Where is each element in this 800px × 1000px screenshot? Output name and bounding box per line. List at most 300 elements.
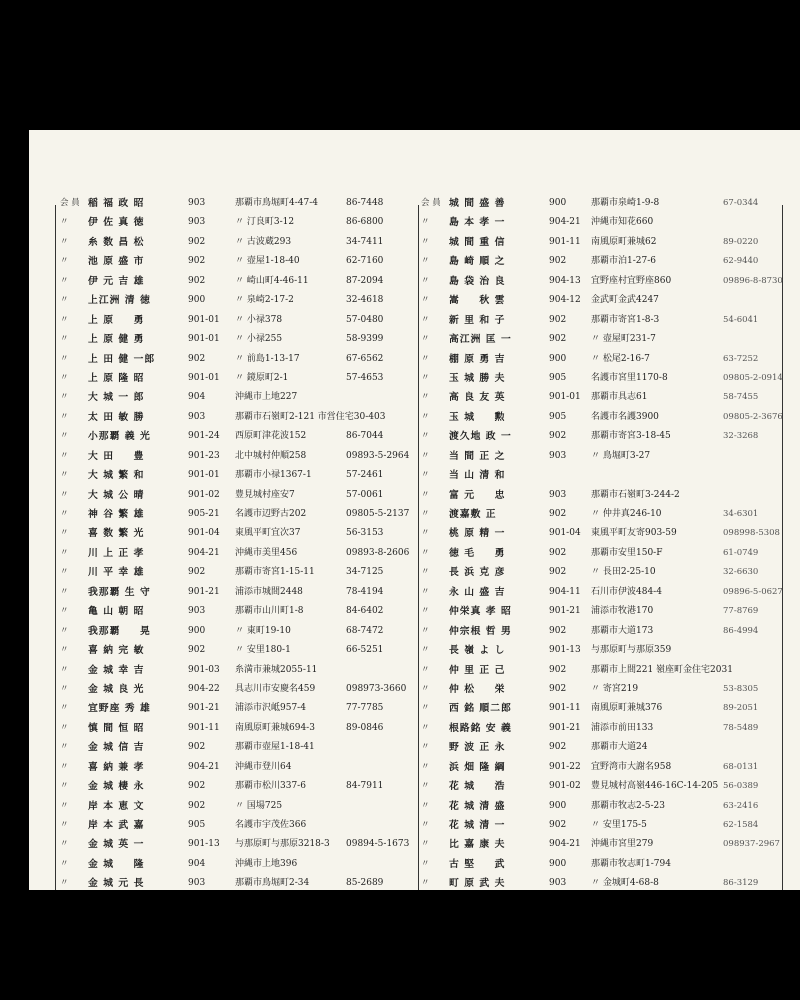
member-role-label: 〃 bbox=[421, 625, 430, 636]
member-postal-code: 901-11 bbox=[549, 236, 581, 247]
member-address: 〃 安里175-5 bbox=[591, 820, 647, 830]
member-name: 仲 里 正 己 bbox=[449, 664, 506, 676]
member-phone: 68-7472 bbox=[346, 625, 384, 636]
member-name: 大 田 豊 bbox=[88, 450, 145, 462]
member-role-label: 〃 bbox=[421, 489, 430, 500]
member-role-label: 〃 bbox=[60, 625, 69, 636]
member-name: 長 嶺 よ し bbox=[449, 645, 506, 657]
member-postal-code: 902 bbox=[549, 256, 567, 267]
member-name: 慎 間 恒 昭 bbox=[88, 722, 145, 734]
member-role-label: 〃 bbox=[421, 800, 430, 811]
member-postal-code: 901-01 bbox=[188, 372, 220, 383]
member-name: 稲 福 政 昭 bbox=[88, 198, 145, 209]
member-role-label: 〃 bbox=[60, 256, 69, 267]
member-phone: 86-3129 bbox=[723, 878, 759, 889]
member-name: 富 元 忠 bbox=[449, 489, 506, 501]
member-address: 東風平町宜次37 bbox=[235, 528, 301, 539]
member-name: 花 城 清 一 bbox=[449, 820, 506, 831]
member-postal-code: 901-21 bbox=[549, 722, 581, 733]
member-role-label: 〃 bbox=[421, 664, 430, 675]
member-name: 伊 元 吉 雄 bbox=[88, 275, 145, 287]
member-name: 棚 原 勇 吉 bbox=[449, 353, 506, 365]
member-postal-code: 901-24 bbox=[188, 431, 220, 442]
member-name: 玉 城 勝 夫 bbox=[449, 372, 506, 384]
member-role-label: 〃 bbox=[421, 450, 430, 461]
member-phone: 86-7448 bbox=[346, 198, 384, 208]
member-address: 〃 鳥堀町3-27 bbox=[591, 450, 651, 461]
member-address: 沖縄市上地396 bbox=[235, 858, 298, 869]
member-phone: 86-7044 bbox=[346, 431, 384, 442]
member-phone: 098937-2967 bbox=[723, 839, 780, 850]
member-phone: 62-7160 bbox=[346, 256, 384, 267]
member-phone: 32-6630 bbox=[723, 567, 759, 578]
member-role-label: 〃 bbox=[421, 275, 430, 286]
member-phone: 09805-2-0914 bbox=[723, 372, 783, 383]
member-role-label: 〃 bbox=[421, 742, 430, 753]
member-role-label: 〃 bbox=[421, 820, 430, 830]
member-name: 当 間 正 之 bbox=[449, 450, 506, 462]
member-role-label: 〃 bbox=[60, 586, 69, 597]
member-phone: 86-6800 bbox=[346, 217, 384, 228]
member-role-label: 〃 bbox=[60, 664, 69, 675]
member-address: 豊見城村座安7 bbox=[235, 489, 295, 500]
member-address: 名護市宇茂佐366 bbox=[235, 820, 307, 830]
member-name: 長 浜 克 彦 bbox=[449, 567, 506, 579]
member-name: 太 田 敏 勝 bbox=[88, 411, 145, 423]
member-role-label: 〃 bbox=[421, 567, 430, 578]
member-postal-code: 903 bbox=[549, 489, 567, 500]
member-name: 金 城 英 一 bbox=[88, 839, 145, 851]
member-name: 宜野座 秀 雄 bbox=[88, 703, 151, 715]
member-role-label: 〃 bbox=[421, 722, 430, 733]
member-postal-code: 902 bbox=[188, 742, 206, 753]
member-role-label: 〃 bbox=[60, 431, 69, 442]
member-name: 上 原 勇 bbox=[88, 314, 145, 326]
member-postal-code: 901-21 bbox=[188, 586, 220, 597]
member-name: 永 山 盛 吉 bbox=[449, 586, 506, 598]
member-name: 城 間 重 信 bbox=[449, 236, 506, 248]
member-address: 〃 小禄378 bbox=[235, 314, 283, 325]
member-address: 那覇市牧志町1-794 bbox=[591, 858, 671, 869]
member-address: 那覇市壺屋1-18-41 bbox=[235, 742, 315, 753]
member-role-label: 〃 bbox=[60, 567, 69, 578]
member-phone: 09896-5-0627 bbox=[723, 586, 783, 597]
member-role-label: 〃 bbox=[421, 314, 430, 325]
member-phone: 78-5489 bbox=[723, 722, 759, 733]
member-phone: 58-7455 bbox=[723, 392, 759, 403]
member-phone: 32-3268 bbox=[723, 431, 759, 442]
member-phone: 57-2461 bbox=[346, 470, 384, 481]
member-name: 渡嘉敷 正 bbox=[449, 509, 512, 520]
member-name: 大 城 一 郎 bbox=[88, 392, 145, 404]
member-address: 名護市宮里1170-8 bbox=[591, 372, 668, 383]
member-postal-code: 902 bbox=[549, 314, 567, 325]
member-postal-code: 900 bbox=[188, 625, 206, 636]
member-name: 仲栄真 孝 昭 bbox=[449, 606, 512, 618]
member-name: 上 原 健 勇 bbox=[88, 334, 145, 346]
member-postal-code: 901-13 bbox=[188, 839, 220, 850]
member-postal-code: 904-21 bbox=[549, 217, 581, 228]
member-postal-code: 902 bbox=[188, 800, 206, 811]
member-address: 〃 壺屋町231-7 bbox=[591, 334, 656, 345]
member-address: 名護市辺野古202 bbox=[235, 509, 307, 519]
member-name: 古 堅 武 bbox=[449, 858, 506, 870]
member-name: 喜 納 完 敏 bbox=[88, 645, 145, 657]
member-role-label: 〃 bbox=[60, 353, 69, 364]
member-name: 当 山 清 和 bbox=[449, 470, 506, 482]
member-role-label: 〃 bbox=[60, 703, 69, 714]
member-address: 〃 泉崎2-17-2 bbox=[235, 295, 294, 306]
member-postal-code: 901-01 bbox=[188, 314, 220, 325]
member-role-label: 〃 bbox=[60, 411, 69, 422]
member-postal-code: 902 bbox=[549, 625, 567, 636]
member-role-label: 〃 bbox=[60, 722, 69, 733]
member-address: 那覇市大道173 bbox=[591, 625, 654, 636]
member-address: 浦添市牧港170 bbox=[591, 606, 654, 617]
member-postal-code: 902 bbox=[549, 509, 567, 519]
member-postal-code: 902 bbox=[188, 645, 206, 656]
member-address: 与那原町与那原3218-3 bbox=[235, 839, 330, 850]
member-phone: 098998-5308 bbox=[723, 528, 780, 539]
member-role-label: 〃 bbox=[421, 217, 430, 228]
member-role-label: 〃 bbox=[60, 839, 69, 850]
member-phone: 57-0061 bbox=[346, 489, 384, 500]
member-postal-code: 900 bbox=[188, 295, 206, 306]
member-postal-code: 904-13 bbox=[549, 275, 581, 286]
member-role-label: 〃 bbox=[421, 509, 430, 519]
member-postal-code: 902 bbox=[549, 742, 567, 753]
member-role-label: 〃 bbox=[421, 547, 430, 558]
member-address: 北中城村仲順258 bbox=[235, 450, 307, 461]
member-postal-code: 901-01 bbox=[188, 470, 220, 481]
member-address: 那覇市上間221 嶺座町金住宅2031 bbox=[591, 664, 733, 675]
member-phone: 57-0480 bbox=[346, 314, 384, 325]
member-name: 上 原 隆 昭 bbox=[88, 372, 145, 384]
member-address: 那覇市寄宮3-18-45 bbox=[591, 431, 671, 442]
member-phone: 77-8769 bbox=[723, 606, 759, 617]
member-role-label: 〃 bbox=[421, 411, 430, 422]
member-postal-code: 903 bbox=[188, 217, 206, 228]
member-name: 上江洲 清 徳 bbox=[88, 295, 151, 307]
member-address: 東風平町友寄903-59 bbox=[591, 528, 677, 539]
member-name: 桃 原 精 一 bbox=[449, 528, 506, 540]
member-address: 那覇市寄宮1-8-3 bbox=[591, 314, 660, 325]
member-role-label: 〃 bbox=[421, 606, 430, 617]
member-address: 〃 国場725 bbox=[235, 800, 283, 811]
member-postal-code: 903 bbox=[549, 878, 567, 889]
member-address: 浦添市前田133 bbox=[591, 722, 654, 733]
member-postal-code: 901-22 bbox=[549, 761, 581, 772]
member-role-label: 〃 bbox=[60, 509, 69, 519]
member-name: 神 谷 繁 雄 bbox=[88, 509, 145, 520]
member-address: 与那原町与那原359 bbox=[591, 645, 672, 656]
right-margin-rule bbox=[782, 205, 783, 890]
member-role-label: 〃 bbox=[60, 742, 69, 753]
member-name: 仲宗根 哲 男 bbox=[449, 625, 512, 637]
member-name: 高江洲 匡 一 bbox=[449, 334, 512, 346]
member-address: 沖縄市登川64 bbox=[235, 761, 292, 772]
member-phone: 09896-8-8730 bbox=[723, 275, 783, 286]
left-margin-rule bbox=[55, 205, 56, 890]
member-address: 宜野座村宜野座860 bbox=[591, 275, 672, 286]
member-address: 具志川市安慶名459 bbox=[235, 683, 316, 694]
member-address: 名護市名護3900 bbox=[591, 411, 659, 422]
member-role-label: 〃 bbox=[421, 761, 430, 772]
member-postal-code: 902 bbox=[188, 567, 206, 578]
member-postal-code: 901-01 bbox=[188, 334, 220, 345]
member-role-label: 〃 bbox=[60, 858, 69, 869]
member-phone: 67-0344 bbox=[723, 198, 759, 208]
member-address: 那覇市大道24 bbox=[591, 742, 648, 753]
member-name: 上 田 健 一郎 bbox=[88, 353, 156, 365]
member-name: 川 平 幸 雄 bbox=[88, 567, 145, 579]
member-postal-code: 901-13 bbox=[549, 645, 581, 656]
member-phone: 87-2094 bbox=[346, 275, 384, 286]
member-name: 亀 山 朝 昭 bbox=[88, 606, 145, 618]
member-phone: 34-6301 bbox=[723, 509, 759, 519]
member-address: 沖縄市宮里279 bbox=[591, 839, 654, 850]
member-role-label: 〃 bbox=[421, 528, 430, 539]
member-phone: 86-4994 bbox=[723, 625, 759, 636]
member-name: 町 原 武 夫 bbox=[449, 878, 506, 890]
member-phone: 54-6041 bbox=[723, 314, 759, 325]
member-address: 〃 鏡原町2-1 bbox=[235, 372, 289, 383]
member-role-label: 〃 bbox=[60, 392, 69, 403]
member-phone: 68-0131 bbox=[723, 761, 759, 772]
member-name: 喜 納 兼 孝 bbox=[88, 761, 145, 773]
member-postal-code: 902 bbox=[188, 236, 206, 247]
member-role-label: 〃 bbox=[60, 236, 69, 247]
member-phone: 63-2416 bbox=[723, 800, 759, 811]
member-phone: 84-7911 bbox=[346, 781, 384, 792]
member-name: 岸 本 武 嘉 bbox=[88, 820, 145, 831]
member-name: 仲 松 栄 bbox=[449, 683, 506, 695]
member-role-label: 〃 bbox=[60, 334, 69, 345]
member-role-label: 〃 bbox=[421, 353, 430, 364]
member-name: 徳 毛 勇 bbox=[449, 547, 506, 559]
member-phone: 66-5251 bbox=[346, 645, 384, 656]
member-role-label: 〃 bbox=[421, 839, 430, 850]
member-role-label: 〃 bbox=[421, 372, 430, 383]
member-address: 南風原町兼城694-3 bbox=[235, 722, 315, 733]
member-role-label: 〃 bbox=[421, 645, 430, 656]
member-name: 玉 城 勲 bbox=[449, 411, 506, 423]
member-postal-code: 901-21 bbox=[188, 703, 220, 714]
member-role-label: 〃 bbox=[60, 820, 69, 830]
member-address: 石川市伊波484-4 bbox=[591, 586, 662, 597]
member-role-label: 〃 bbox=[421, 256, 430, 267]
member-postal-code: 901-23 bbox=[188, 450, 220, 461]
member-postal-code: 904-21 bbox=[549, 839, 581, 850]
member-name: 金 城 信 吉 bbox=[88, 742, 145, 754]
member-role-label: 〃 bbox=[421, 878, 430, 889]
member-postal-code: 902 bbox=[188, 256, 206, 267]
member-role-label: 〃 bbox=[60, 645, 69, 656]
member-postal-code: 902 bbox=[188, 781, 206, 792]
member-postal-code: 901-11 bbox=[188, 722, 220, 733]
member-phone: 63-7252 bbox=[723, 353, 759, 364]
member-name: 岸 本 恵 文 bbox=[88, 800, 145, 812]
member-postal-code: 901-11 bbox=[549, 703, 581, 714]
member-phone: 56-0389 bbox=[723, 781, 759, 792]
member-address: 那覇市安里150-F bbox=[591, 547, 663, 558]
member-address: 那覇市石嶺町2-121 市営住宅30-403 bbox=[235, 411, 386, 422]
member-address: 浦添市城間2448 bbox=[235, 586, 303, 597]
member-postal-code: 903 bbox=[188, 198, 206, 208]
member-role-label: 〃 bbox=[421, 470, 430, 481]
member-role-label: 〃 bbox=[421, 392, 430, 403]
member-address: 那覇市松川337-6 bbox=[235, 781, 306, 792]
member-name: 花 城 清 盛 bbox=[449, 800, 506, 812]
member-name: 根路銘 安 義 bbox=[449, 722, 512, 734]
member-address: 〃 古波蔵293 bbox=[235, 236, 292, 247]
member-role-label: 〃 bbox=[60, 547, 69, 558]
member-address: 豊見城村高嶺446-16C-14-205 bbox=[591, 781, 719, 792]
member-phone: 89-0220 bbox=[723, 236, 759, 247]
member-address: 〃 小禄255 bbox=[235, 334, 283, 345]
member-role-label: 〃 bbox=[60, 275, 69, 286]
member-name: 金 城 幸 吉 bbox=[88, 664, 145, 676]
member-postal-code: 904 bbox=[188, 392, 206, 403]
member-phone: 61-0749 bbox=[723, 547, 759, 558]
member-phone: 09894-5-1673 bbox=[346, 839, 410, 850]
member-postal-code: 901-04 bbox=[549, 528, 581, 539]
member-name: 島 本 孝 一 bbox=[449, 217, 506, 229]
member-role-label: 〃 bbox=[60, 217, 69, 228]
member-address: 沖縄市上地227 bbox=[235, 392, 298, 403]
member-address: 〃 仲井真246-10 bbox=[591, 509, 662, 519]
member-postal-code: 901-02 bbox=[188, 489, 220, 500]
member-postal-code: 903 bbox=[188, 878, 206, 889]
member-address: 那覇市泊1-27-6 bbox=[591, 256, 656, 267]
member-phone: 53-8305 bbox=[723, 683, 759, 694]
member-address: 〃 長田2-25-10 bbox=[591, 567, 656, 578]
member-address: 金武町金武4247 bbox=[591, 295, 659, 306]
member-role-label: 〃 bbox=[421, 858, 430, 869]
member-address: 那覇市鳥堀町2-34 bbox=[235, 878, 310, 889]
member-name: 野 波 正 永 bbox=[449, 742, 506, 754]
member-address: 〃 崎山町4-46-11 bbox=[235, 275, 309, 286]
member-phone: 32-4618 bbox=[346, 295, 384, 306]
member-role-label: 〃 bbox=[421, 703, 430, 714]
member-phone: 62-9440 bbox=[723, 256, 759, 267]
member-role-label: 〃 bbox=[60, 470, 69, 481]
member-phone: 78-4194 bbox=[346, 586, 384, 597]
member-name: 渡久地 政 一 bbox=[449, 431, 512, 443]
member-postal-code: 902 bbox=[549, 683, 567, 694]
member-postal-code: 901-02 bbox=[549, 781, 581, 792]
member-phone: 098973-3660 bbox=[346, 683, 407, 694]
member-role-label: 〃 bbox=[421, 683, 430, 694]
member-postal-code: 901-21 bbox=[549, 606, 581, 617]
member-role-label: 〃 bbox=[60, 606, 69, 617]
member-role-label: 〃 bbox=[60, 528, 69, 539]
member-role-label: 〃 bbox=[60, 683, 69, 694]
member-name: 糸 数 昌 松 bbox=[88, 236, 145, 248]
member-role-label: 〃 bbox=[60, 800, 69, 811]
member-address: 浦添市沢岻957-4 bbox=[235, 703, 306, 714]
member-postal-code: 904-22 bbox=[188, 683, 220, 694]
member-role-label: 〃 bbox=[60, 450, 69, 461]
member-name: 我那覇 晃 bbox=[88, 625, 151, 637]
member-address: 那覇市寄宮1-15-11 bbox=[235, 567, 315, 578]
member-postal-code: 905 bbox=[549, 372, 567, 383]
member-name: 西 銘 順二郎 bbox=[449, 703, 512, 715]
member-phone: 56-3153 bbox=[346, 528, 384, 539]
member-postal-code: 902 bbox=[549, 820, 567, 830]
member-postal-code: 900 bbox=[549, 198, 567, 208]
member-address: 沖縄市知花660 bbox=[591, 217, 654, 228]
member-postal-code: 904-21 bbox=[188, 761, 220, 772]
member-name: 比 嘉 康 夫 bbox=[449, 839, 506, 851]
member-postal-code: 903 bbox=[549, 450, 567, 461]
member-name: 嵩 秋 雲 bbox=[449, 295, 506, 307]
member-postal-code: 904-12 bbox=[549, 295, 581, 306]
member-postal-code: 905 bbox=[549, 411, 567, 422]
member-role-label: 〃 bbox=[60, 314, 69, 325]
member-address: 那覇市泉崎1-9-8 bbox=[591, 198, 660, 208]
member-postal-code: 904 bbox=[188, 858, 206, 869]
member-phone: 09893-8-2606 bbox=[346, 547, 410, 558]
directory-page bbox=[29, 130, 800, 890]
member-postal-code: 904-11 bbox=[549, 586, 581, 597]
member-postal-code: 903 bbox=[188, 606, 206, 617]
member-postal-code: 902 bbox=[549, 567, 567, 578]
member-postal-code: 902 bbox=[549, 334, 567, 345]
member-name: 城 間 盛 善 bbox=[449, 198, 506, 209]
member-role-label: 〃 bbox=[60, 295, 69, 306]
member-address: 〃 壺屋1-18-40 bbox=[235, 256, 300, 267]
member-address: 那覇市具志61 bbox=[591, 392, 648, 403]
member-name: 我那覇 生 守 bbox=[88, 586, 151, 598]
member-phone: 89-2051 bbox=[723, 703, 759, 714]
member-address: 沖縄市美里456 bbox=[235, 547, 298, 558]
member-name: 伊 佐 真 徳 bbox=[88, 217, 145, 229]
member-postal-code: 901-03 bbox=[188, 664, 220, 675]
member-name: 浜 畑 隆 綱 bbox=[449, 761, 506, 773]
member-name: 新 里 和 子 bbox=[449, 314, 506, 326]
member-name: 島 崎 順 之 bbox=[449, 256, 506, 268]
member-role-label: 会 員 bbox=[60, 198, 80, 208]
member-phone: 34-7125 bbox=[346, 567, 384, 578]
member-role-label: 〃 bbox=[60, 761, 69, 772]
member-name: 川 上 正 孝 bbox=[88, 547, 145, 559]
member-phone: 09805-2-3676 bbox=[723, 411, 783, 422]
member-postal-code: 901-04 bbox=[188, 528, 220, 539]
member-name: 池 原 盛 市 bbox=[88, 256, 145, 268]
member-address: 那覇市小禄1367-1 bbox=[235, 470, 312, 481]
member-phone: 84-6402 bbox=[346, 606, 384, 617]
member-postal-code: 904-21 bbox=[188, 547, 220, 558]
member-address: 那覇市山川町1-8 bbox=[235, 606, 304, 617]
member-name: 大 城 公 晴 bbox=[88, 489, 145, 501]
member-address: 南風原町兼城62 bbox=[591, 236, 657, 247]
member-address: 〃 汀良町3-12 bbox=[235, 217, 295, 228]
member-address: 那覇市鳥堀町4-47-4 bbox=[235, 198, 318, 208]
member-address: 西原町津花波152 bbox=[235, 431, 307, 442]
member-address: 〃 松尾2-16-7 bbox=[591, 353, 650, 364]
member-name: 小那覇 義 光 bbox=[88, 431, 151, 443]
member-phone: 67-6562 bbox=[346, 353, 384, 364]
member-address: 〃 安里180-1 bbox=[235, 645, 291, 656]
member-role-label: 〃 bbox=[60, 489, 69, 500]
member-name: 大 城 繁 和 bbox=[88, 470, 145, 482]
member-postal-code: 902 bbox=[549, 664, 567, 675]
member-role-label: 〃 bbox=[421, 295, 430, 306]
member-role-label: 〃 bbox=[60, 781, 69, 792]
member-address: 那覇市牧志2-5-23 bbox=[591, 800, 665, 811]
member-address: 〃 金城町4-68-8 bbox=[591, 878, 659, 889]
